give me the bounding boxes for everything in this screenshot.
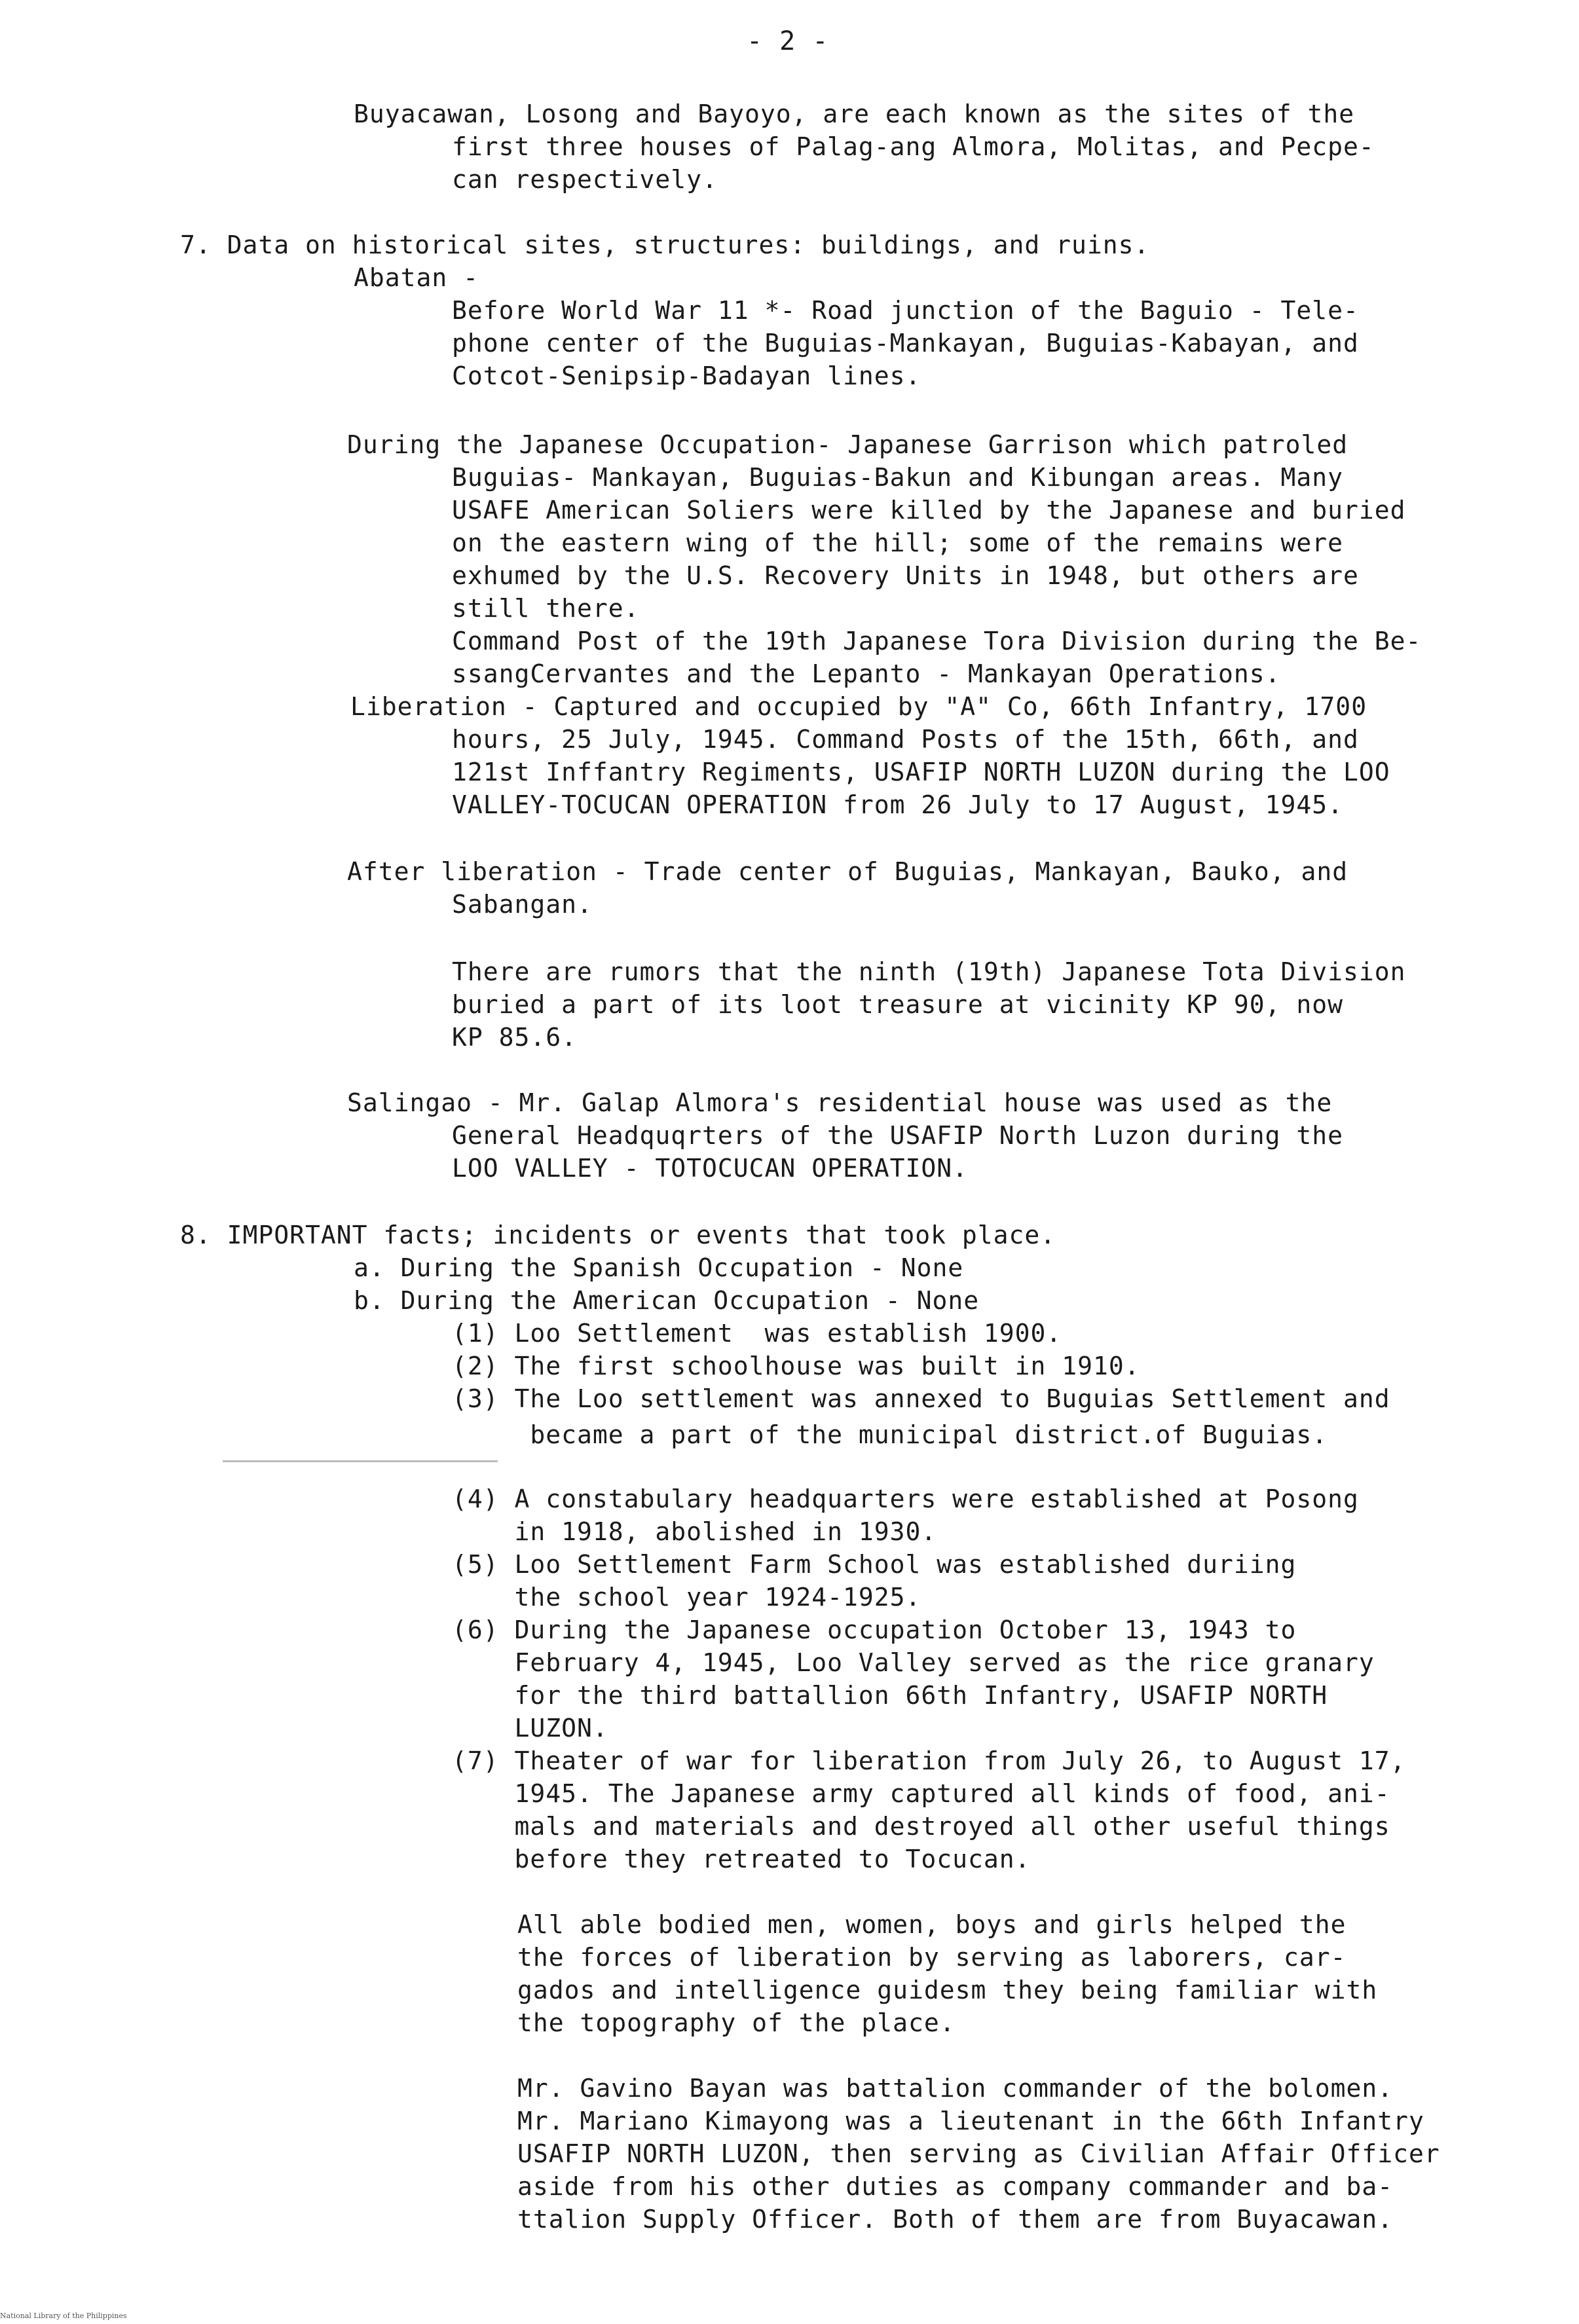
intro-line-2: first three houses of Palag-ang Almora, Molitas, and Pecpe- bbox=[452, 132, 1375, 161]
occupation-line-6: still there. bbox=[452, 594, 640, 623]
event-7-line-4: before they retreated to Tocucan. bbox=[452, 1845, 1031, 1873]
section8-heading: 8. IMPORTANT facts; incidents or events that took place. bbox=[180, 1221, 1056, 1249]
occupation-line-1: During the Japanese Occupation- Japanese Garrison which patroled bbox=[347, 430, 1348, 459]
section7-heading: 7. Data on historical sites, structures: buildings, and ruins. bbox=[180, 231, 1150, 259]
occupation-line-8: ssangCervantes and the Lepanto - Mankayan Operations. bbox=[452, 659, 1281, 688]
occupation-line-2: Buguias- Mankayan, Buguias-Bakun and Kibungan areas. Many bbox=[452, 463, 1344, 492]
event-6-line-1: (6) During the Japanese occupation October 13, 1943 to bbox=[452, 1615, 1297, 1644]
intro-line-3: can respectively. bbox=[452, 165, 718, 194]
before-ww2-line-2: phone center of the Buguias-Mankayan, Buguias-Kabayan, and bbox=[452, 329, 1359, 358]
paragraph2-line-5: ttalion Supply Officer. Both of them are from Buyacawan. bbox=[517, 2205, 1394, 2234]
paragraph1-line-1: All able bodied men, women, boys and girls helped the bbox=[517, 1910, 1347, 1939]
paragraph2-line-1: Mr. Gavino Bayan was battalion commander of the bolomen. bbox=[517, 2074, 1394, 2103]
paragraph1-line-2: the forces of liberation by serving as laborers, car- bbox=[517, 1943, 1347, 1972]
paragraph1-line-4: the topography of the place. bbox=[517, 2008, 956, 2037]
event-3-line-2: became a part of the municipal district.of Buguias. bbox=[452, 1420, 1328, 1449]
event-7-line-1: (7) Theater of war for liberation from July 26, to August 17, bbox=[452, 1746, 1406, 1775]
american-occupation-line: b. During the American Occupation - None bbox=[354, 1286, 980, 1315]
event-5-line-1: (5) Loo Settlement Farm School was established duriing bbox=[452, 1550, 1297, 1579]
paragraph2-line-3: USAFIP NORTH LUZON, then serving as Civilian Affair Officer bbox=[517, 2139, 1440, 2168]
event-6-line-3: for the third battallion 66th Infantry, USAFIP NORTH bbox=[452, 1681, 1328, 1710]
event-6-line-2: February 4, 1945, Loo Valley served as the rice granary bbox=[452, 1648, 1375, 1677]
abatan-label: Abatan - bbox=[354, 263, 479, 292]
salingao-line-1: Salingao - Mr. Galap Almora's residential house was used as the bbox=[347, 1088, 1333, 1117]
scan-smudge bbox=[223, 1460, 498, 1462]
liberation-line-3: 121st Inffantry Regiments, USAFIP NORTH LUZON during the LOO bbox=[452, 758, 1390, 786]
before-ww2-line-3: Cotcot-Senipsip-Badayan lines. bbox=[452, 361, 921, 390]
salingao-line-3: LOO VALLEY - TOTOCUCAN OPERATION. bbox=[452, 1154, 968, 1183]
event-2-line-1: (2) The first schoolhouse was built in 1910. bbox=[452, 1352, 1140, 1380]
occupation-line-4: on the eastern wing of the hill; some of the remains were bbox=[452, 528, 1344, 557]
rumors-line-1: There are rumors that the ninth (19th) Japanese Tota Division bbox=[452, 957, 1406, 986]
rumors-line-2: buried a part of its loot treasure at vicinity KP 90, now bbox=[452, 990, 1344, 1019]
occupation-line-7: Command Post of the 19th Japanese Tora Division during the Be- bbox=[452, 627, 1422, 655]
before-ww2-line-1: Before World War 11 *- Road junction of the Baguio - Tele- bbox=[452, 296, 1359, 325]
liberation-line-1: Liberation - Captured and occupied by "A" Co, 66th Infantry, 1700 bbox=[350, 692, 1367, 721]
event-5-line-2: the school year 1924-1925. bbox=[452, 1583, 921, 1612]
intro-line-1: Buyacawan, Losong and Bayoyo, are each known as the sites of the bbox=[354, 100, 1355, 128]
salingao-line-2: General Headquqrters of the USAFIP North Luzon during the bbox=[452, 1121, 1344, 1150]
paragraph1-line-3: gados and intelligence guidesm they being familiar with bbox=[517, 1976, 1378, 2004]
liberation-line-4: VALLEY-TOCUCAN OPERATION from 26 July to 17 August, 1945. bbox=[452, 790, 1344, 819]
paragraph2-line-4: aside from his other duties as company commander and ba- bbox=[517, 2172, 1394, 2201]
rumors-line-3: KP 85.6. bbox=[452, 1023, 578, 1052]
after-liberation-line-2: Sabangan. bbox=[452, 890, 593, 919]
event-7-line-2: 1945. The Japanese army captured all kinds of food, ani- bbox=[452, 1779, 1390, 1808]
library-footer: National Library of the Philippines bbox=[0, 2312, 127, 2320]
event-4-line-1: (4) A constabulary headquarters were established at Posong bbox=[452, 1485, 1359, 1513]
event-6-line-4: LUZON. bbox=[452, 1714, 608, 1743]
after-liberation-line-1: After liberation - Trade center of Buguias, Mankayan, Bauko, and bbox=[347, 857, 1348, 886]
event-4-line-2: in 1918, abolished in 1930. bbox=[452, 1517, 937, 1546]
paragraph2-line-2: Mr. Mariano Kimayong was a lieutenant in the 66th Infantry bbox=[517, 2107, 1424, 2135]
liberation-line-2: hours, 25 July, 1945. Command Posts of the 15th, 66th, and bbox=[452, 725, 1359, 754]
occupation-line-5: exhumed by the U.S. Recovery Units in 1948, but others are bbox=[452, 561, 1359, 590]
event-7-line-3: mals and materials and destroyed all other useful things bbox=[452, 1812, 1390, 1841]
occupation-line-3: USAFE American Soliers were killed by the Japanese and buried bbox=[452, 496, 1406, 525]
spanish-occupation-line: a. During the Spanish Occupation - None bbox=[354, 1253, 964, 1282]
page-number: - 2 - bbox=[747, 26, 829, 56]
event-3-line-1: (3) The Loo settlement was annexed to Buguias Settlement and bbox=[452, 1384, 1390, 1413]
event-1-line-1: (1) Loo Settlement was establish 1900. bbox=[452, 1319, 1062, 1348]
